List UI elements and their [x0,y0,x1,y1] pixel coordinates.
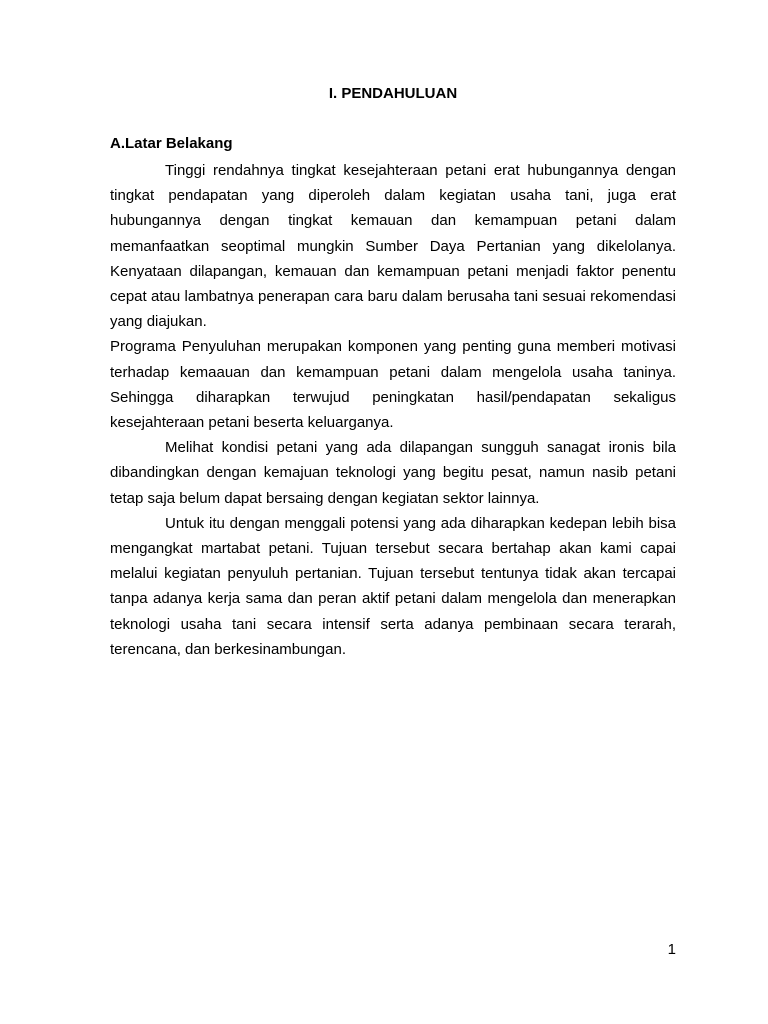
page-number: 1 [667,941,676,958]
paragraph: Untuk itu dengan menggali potensi yang ada diharapkan kedepan lebih bisa mengangkat martabat petani. Tujuan tersebut secara bertahap akan kami capai melalui kegiatan penyuluh pertanian. Tujuan tersebut tentunya tidak akan tercapai tanpa adanya kerja sama dan peran aktif petani dalam mengelola dan menerapkan teknologi usaha tani secara intensif serta adanya pembinaan secara terarah, terencana, dan berkesinambungan. [110,514,676,658]
paragraph: Programa Penyuluhan merupakan komponen yang penting guna memberi motivasi terhadap kemaauan dan kemampuan petani dalam mengelola usaha taninya. Sehingga diharapkan terwujud peningkatan hasil/pendapatan sekaligus kesejahteraan petani beserta keluarganya. [110,338,676,432]
chapter-title: I. PENDAHULUAN [328,85,458,102]
section-heading: A.Latar Belakang [110,135,233,152]
body-text [110,158,676,662]
paragraph: Tinggi rendahnya tingkat kesejahteraan petani erat hubungannya dengan tingkat pendapatan yang diperoleh dalam kegiatan usaha tani, juga erat hubungannya dengan tingkat kemauan dan kemampuan petani dalam memanfaatkan seoptimal mungkin Sumber Daya Pertanian yang dikelolanya. Kenyataan dilapangan, kemauan dan kemampuan petani menjadi faktor penentu cepat atau lambatnya penerapan cara baru dalam berusaha tani sesuai rekomendasi yang diajukan. [110,162,676,331]
paragraph: Melihat kondisi petani yang ada dilapangan sungguh sanagat ironis bila dibandingkan dengan kemajuan teknologi yang begitu pesat, namun nasib petani tetap saja belum dapat bersaing dengan kegiatan sektor lainnya. [110,439,676,507]
